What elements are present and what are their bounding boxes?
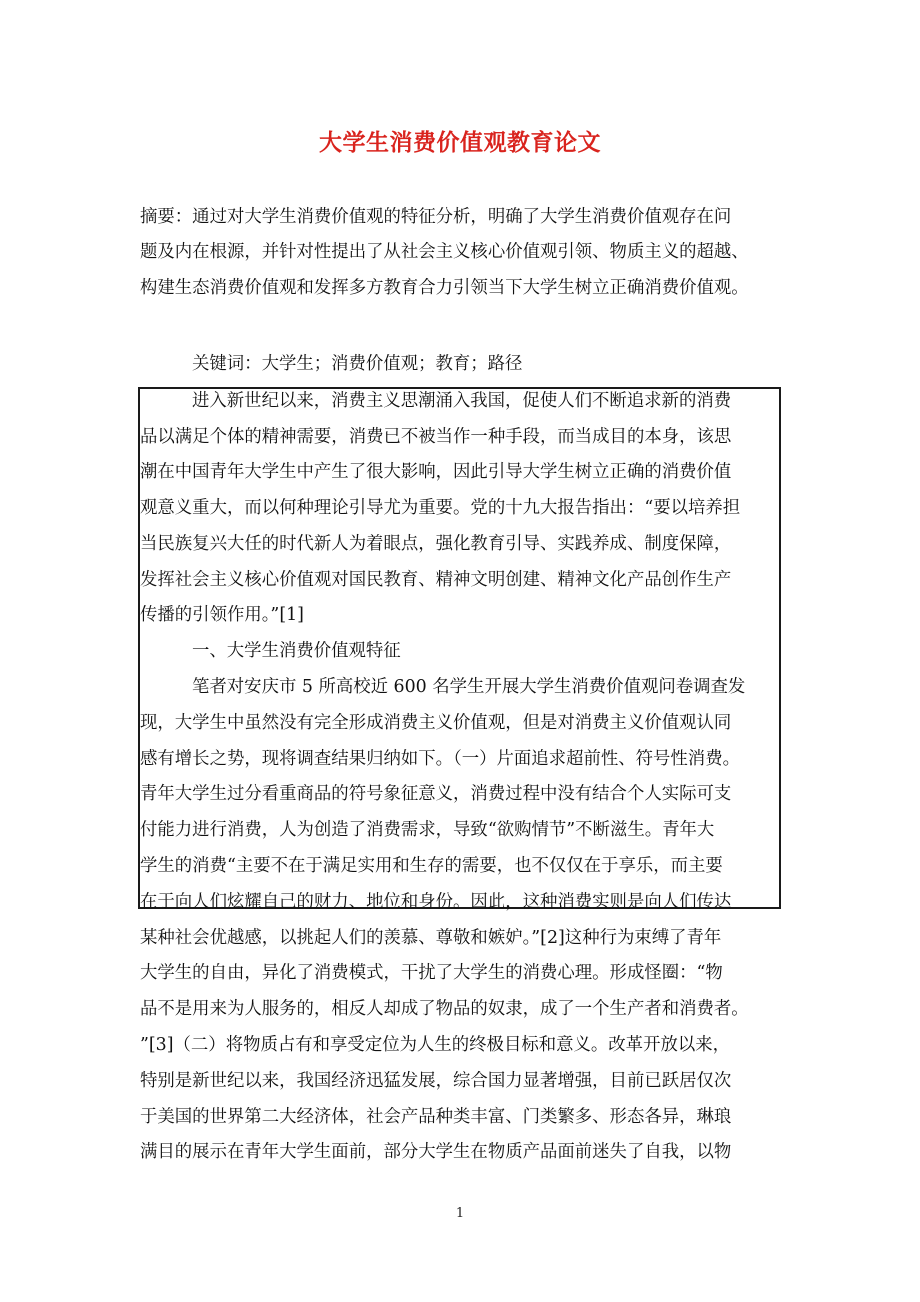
paragraph-line: 付能力进行消费，人为创造了消费需求，导致“欲购情节”不断滋生。青年大 bbox=[140, 820, 715, 840]
paragraph-line: 某种社会优越感，以挑起人们的羡慕、尊敬和嫉妒。”[2]这种行为束缚了青年 bbox=[140, 928, 722, 948]
document-title: 大学生消费价值观教育论文 bbox=[319, 130, 601, 156]
paragraph-line: 满目的展示在青年大学生面前，部分大学生在物质产品面前迷失了自我，以物 bbox=[140, 1142, 732, 1162]
section-heading: 一、大学生消费价值观特征 bbox=[192, 641, 401, 661]
paragraph-line: 进入新世纪以来，消费主义思潮涌入我国，促使人们不断追求新的消费 bbox=[192, 391, 732, 411]
paragraph-line: 在于向人们炫耀自己的财力、地位和身份。因此，这种消费实则是向人们传达 bbox=[140, 892, 732, 912]
paragraph-line: ”[3]（二）将物质占有和享受定位为人生的终极目标和意义。改革开放以来， bbox=[140, 1035, 731, 1055]
paragraph-line: 学生的消费“主要不在于满足实用和生存的需要，也不仅仅在于享乐，而主要 bbox=[140, 856, 723, 876]
paragraph-line: 传播的引领作用。”[1] bbox=[140, 605, 304, 625]
abstract-line: 摘要：通过对大学生消费价值观的特征分析，明确了大学生消费价值观存在问 bbox=[140, 207, 732, 227]
keywords-line: 关键词：大学生；消费价值观；教育；路径 bbox=[192, 354, 523, 374]
paragraph-line: 大学生的自由，异化了消费模式，干扰了大学生的消费心理。形成怪圈：“物 bbox=[140, 963, 723, 983]
paragraph-line: 品以满足个体的精神需要，消费已不被当作一种手段，而当成目的本身，该思 bbox=[140, 427, 732, 447]
paragraph-line: 观意义重大，而以何种理论引导尤为重要。党的十九大报告指出：“要以培养担 bbox=[140, 498, 741, 518]
paragraph-line: 现，大学生中虽然没有完全形成消费主义价值观，但是对消费主义价值观认同 bbox=[140, 713, 732, 733]
abstract-line: 构建生态消费价值观和发挥多方教育合力引领当下大学生树立正确消费价值观。 bbox=[140, 278, 749, 298]
paragraph-line: 于美国的世界第二大经济体，社会产品种类丰富、门类繁多、形态各异，琳琅 bbox=[140, 1107, 732, 1127]
paragraph-line: 特别是新世纪以来，我国经济迅猛发展，综合国力显著增强，目前已跃居仅次 bbox=[140, 1071, 732, 1091]
paragraph-line: 品不是用来为人服务的，相反人却成了物品的奴隶，成了一个生产者和消费者。 bbox=[140, 999, 749, 1019]
paragraph-line: 青年大学生过分看重商品的符号象征意义，消费过程中没有结合个人实际可支 bbox=[140, 784, 732, 804]
paragraph-line: 发挥社会主义核心价值观对国民教育、精神文明创建、精神文化产品创作生产 bbox=[140, 570, 732, 590]
paragraph-line: 笔者对安庆市 5 所高校近 600 名学生开展大学生消费价值观问卷调查发 bbox=[192, 677, 746, 697]
paragraph-line: 当民族复兴大任的时代新人为着眼点，强化教育引导、实践养成、制度保障， bbox=[140, 534, 732, 554]
abstract-line: 题及内在根源，并针对性提出了从社会主义核心价值观引领、物质主义的超越、 bbox=[140, 242, 749, 262]
page-number: 1 bbox=[455, 1206, 465, 1221]
paragraph-line: 感有增长之势，现将调查结果归纳如下。（一）片面追求超前性、符号性消费。 bbox=[140, 749, 740, 769]
paragraph-line: 潮在中国青年大学生中产生了很大影响，因此引导大学生树立正确的消费价值 bbox=[140, 462, 732, 482]
